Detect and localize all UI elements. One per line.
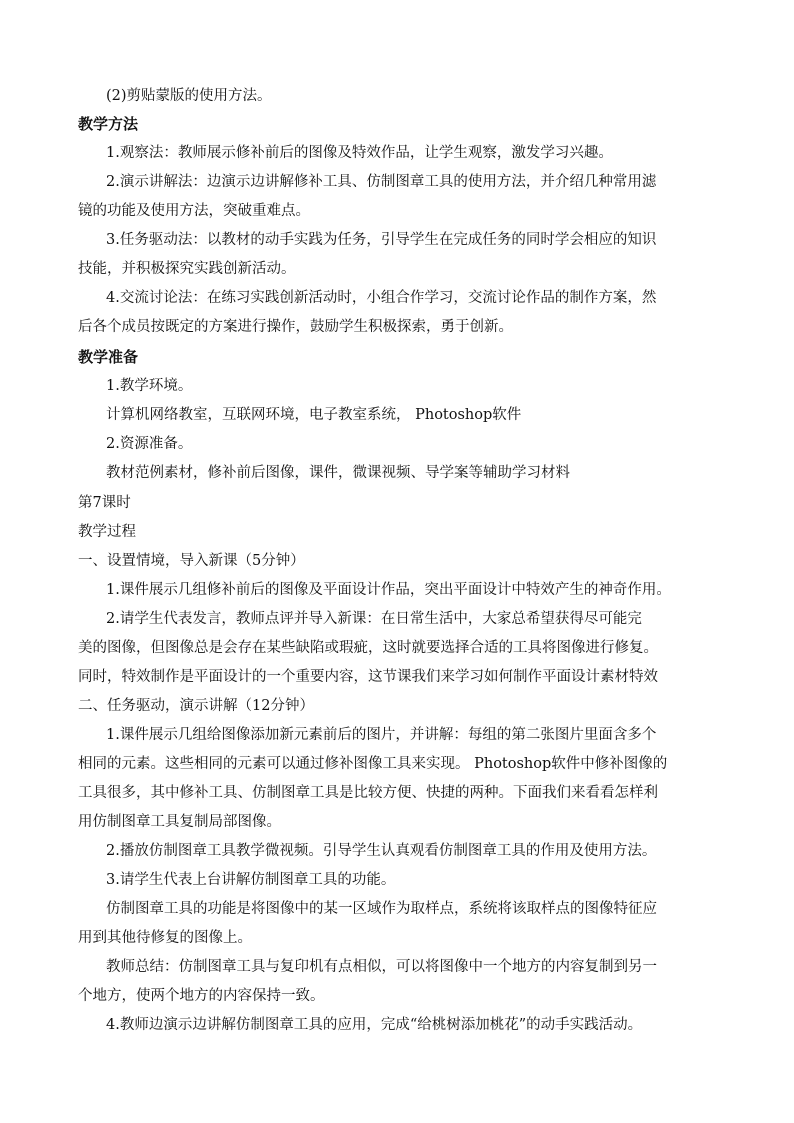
text-line: 1.教学环境。 [106,378,193,394]
text-line: 后各个成员按既定的方案进行操作，鼓励学生积极探索，勇于创新。 [78,319,513,335]
text-line: 教材范例素材，修补前后图像，课件，微课视频、导学案等辅助学习材料 [106,465,570,481]
text-line: 4.教师边演示边讲解仿制图章工具的应用，完成“给桃树添加桃花”的动手实践活动。 [106,1017,643,1033]
text-line: 技能，并积极探究实践创新活动。 [78,261,296,277]
section-heading: 教学准备 [78,348,139,366]
text-line: 2.资源准备。 [106,436,193,452]
text-line: 1.课件展示几组修补前后的图像及平面设计作品，突出平面设计中特效产生的神奇作用。 [106,582,671,598]
text-line: 用到其他待修复的图像上。 [78,930,252,946]
text-line: 美的图像，但图像总是会存在某些缺陷或瑕疵，这时就要选择合适的工具将图像进行修复。 [78,640,658,656]
text-line: 3.任务驱动法：以教材的动手实践为任务，引导学生在完成任务的同时学会相应的知识 [106,232,657,248]
text-line: 3.请学生代表上台讲解仿制图章工具的功能。 [106,872,396,888]
text-line: 1.观察法：教师展示修补前后的图像及特效作品，让学生观察，激发学习兴趣。 [106,145,613,161]
text-line: 二、任务驱动，演示讲解（12分钟） [78,698,314,714]
text-line: 相同的元素。这些相同的元素可以通过修补图像工具来实现。 Photoshop软件中修补图像的 [78,756,668,772]
text-line: 2.演示讲解法：边演示边讲解修补工具、仿制图章工具的使用方法，并介绍几种常用滤 [106,174,657,190]
text-line: 一、设置情境，导入新课（5分钟） [78,553,305,569]
text-line: 镜的功能及使用方法，突破重难点。 [78,203,310,219]
text-line: 计算机网络教室，互联网环境，电子教室系统， Photoshop软件 [106,407,522,423]
section-heading: 教学方法 [78,115,139,133]
text-line: 1.课件展示几组给图像添加新元素前后的图片，并讲解：每组的第二张图片里面含多个 [106,727,657,743]
text-line: 2.请学生代表发言，教师点评并导入新课：在日常生活中，大家总希望获得尽可能完 [106,611,642,627]
text-line: 2.播放仿制图章工具教学微视频。引导学生认真观看仿制图章工具的作用及使用方法。 [106,843,657,859]
text-line: (2)剪贴蒙版的使用方法。 [106,88,272,104]
text-line: 同时，特效制作是平面设计的一个重要内容，这节课我们来学习如何制作平面设计素材特效 [78,669,658,685]
text-line: 4.交流讨论法：在练习实践创新活动时，小组合作学习，交流讨论作品的制作方案，然 [106,290,657,306]
text-line: 个地方，使两个地方的内容保持一致。 [78,988,325,1004]
text-line: 教学过程 [78,524,136,540]
text-line: 用仿制图章工具复制局部图像。 [78,814,281,830]
text-line: 教师总结：仿制图章工具与复印机有点相似，可以将图像中一个地方的内容复制到另一 [106,959,657,975]
text-line: 第7课时 [78,495,131,511]
text-line: 仿制图章工具的功能是将图像中的某一区域作为取样点，系统将该取样点的图像特征应 [106,901,657,917]
text-line: 工具很多，其中修补工具、仿制图章工具是比较方便、快捷的两种。下面我们来看看怎样利 [78,785,658,801]
